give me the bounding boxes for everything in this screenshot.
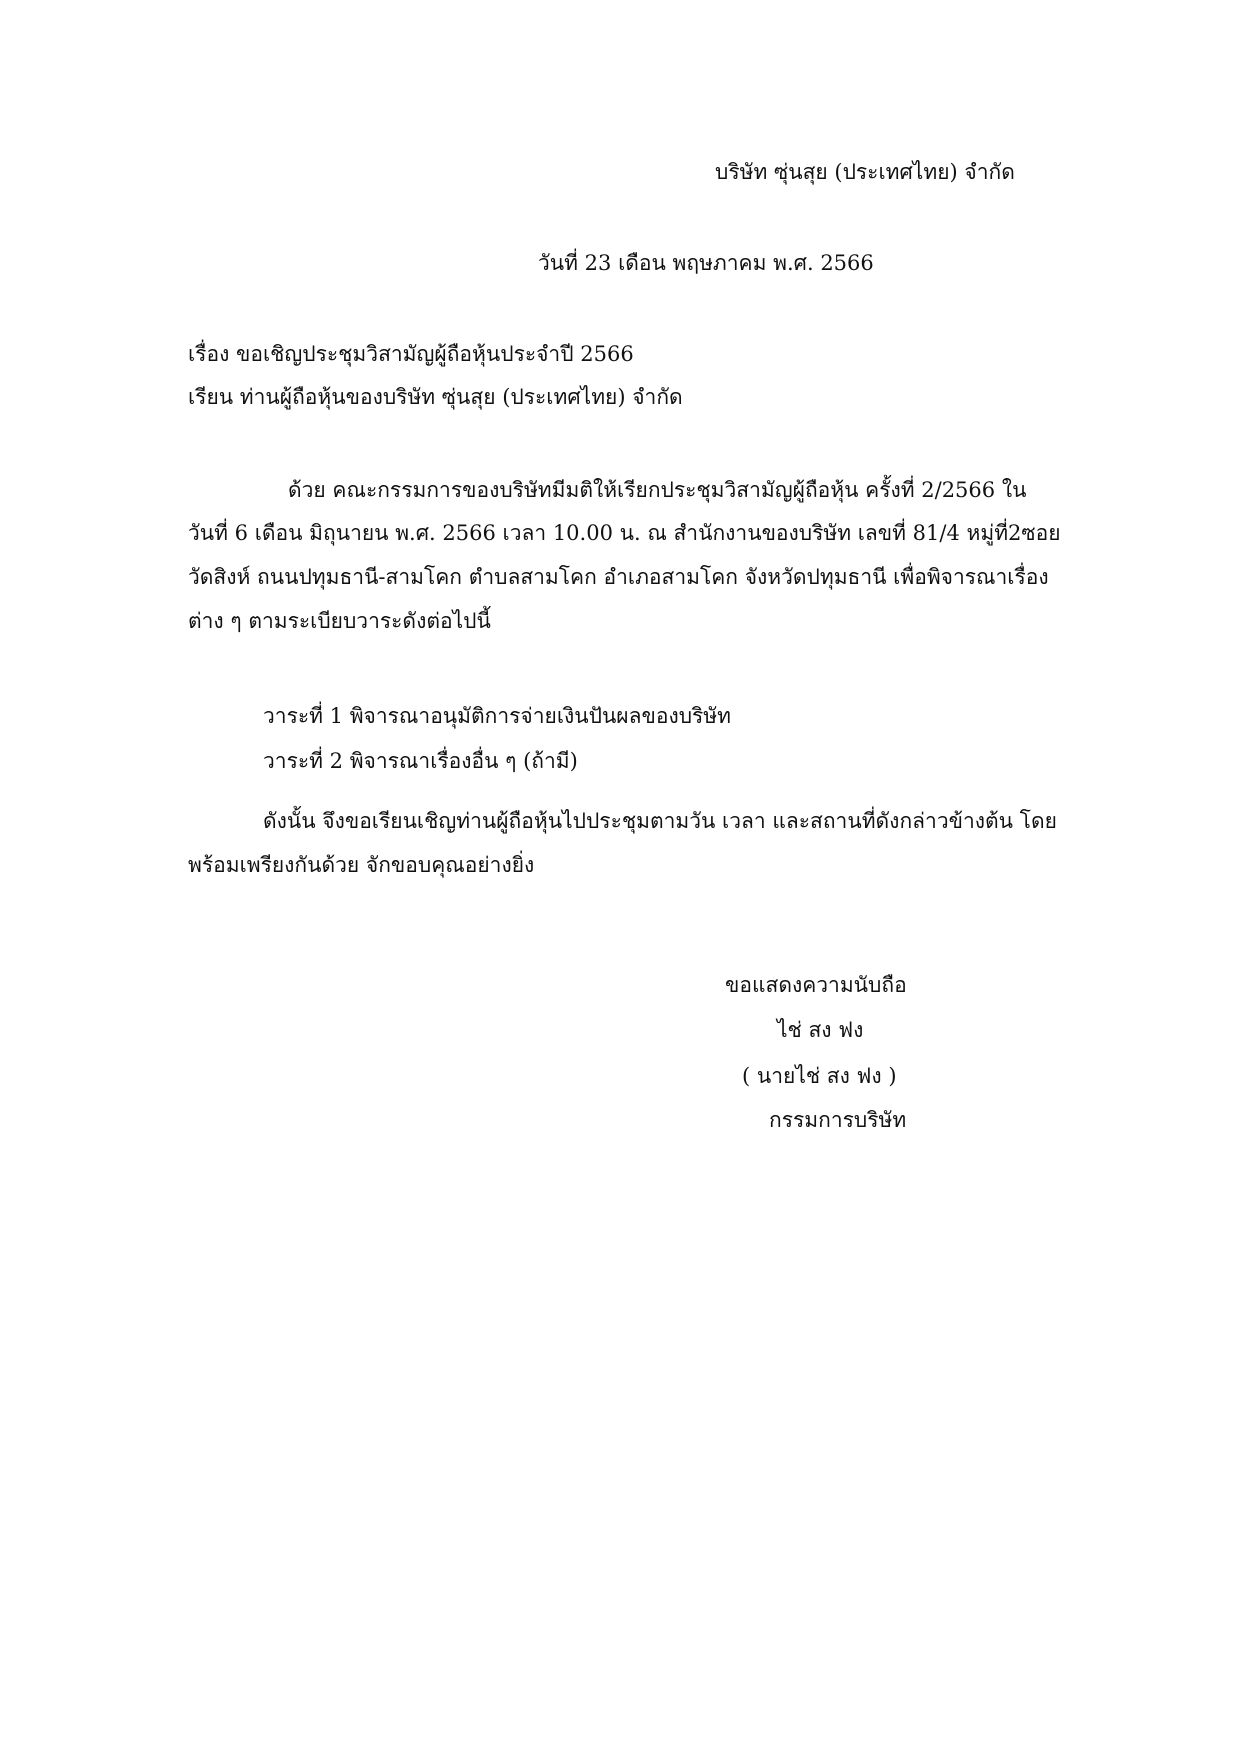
salutation-line: เรียน ท่านผู้ถือหุ้นของบริษัท ซุ่นสุย (ประเทศไทย) จำกัด [188,385,683,409]
date-line: วันที่ 23 เดือน พฤษภาคม พ.ศ. 2566 [538,251,874,275]
signature-name: ไช่ สง ฟง [777,1018,864,1042]
paragraph1-line: วัดสิงห์ ถนนปทุมธานี-สามโคก ตำบลสามโคก อำเภอสามโคก จังหวัดปทุมธานี เพื่อพิจารณาเรื่อง [188,565,1049,589]
closing-line: ขอแสดงความนับถือ [725,973,907,997]
agenda-item-1: วาระที่ 1 พิจารณาอนุมัติการจ่ายเงินปันผลของบริษัท [263,704,731,728]
paragraph2-line: พร้อมเพรียงกันด้วย จักขอบคุณอย่างยิ่ง [188,853,535,877]
signature-title: กรรมการบริษัท [769,1108,907,1132]
agenda-item-2: วาระที่ 2 พิจารณาเรื่องอื่น ๆ (ถ้ามี) [263,749,578,773]
signature-printed-name: ( นายไช่ สง ฟง ) [742,1064,897,1088]
paragraph2-line: ดังนั้น จึงขอเรียนเชิญท่านผู้ถือหุ้นไปประชุมตามวัน เวลา และสถานที่ดังกล่าวข้างต้น โดย [263,809,1057,833]
paragraph1-line: วันที่ 6 เดือน มิถุนายน พ.ศ. 2566 เวลา 10.00 น. ณ สำนักงานของบริษัท เลขที่ 81/4 หมู่ที่2ซอย [188,521,1061,545]
paragraph1-line: ด้วย คณะกรรมการของบริษัทมีมติให้เรียกประชุมวิสามัญผู้ถือหุ้น ครั้งที่ 2/2566 ใน [288,478,1027,502]
company-header: บริษัท ซุ่นสุย (ประเทศไทย) จำกัด [715,160,1015,184]
paragraph1-line: ต่าง ๆ ตามระเบียบวาระดังต่อไปนี้ [188,609,491,633]
subject-line: เรื่อง ขอเชิญประชุมวิสามัญผู้ถือหุ้นประจำปี 2566 [188,342,634,366]
